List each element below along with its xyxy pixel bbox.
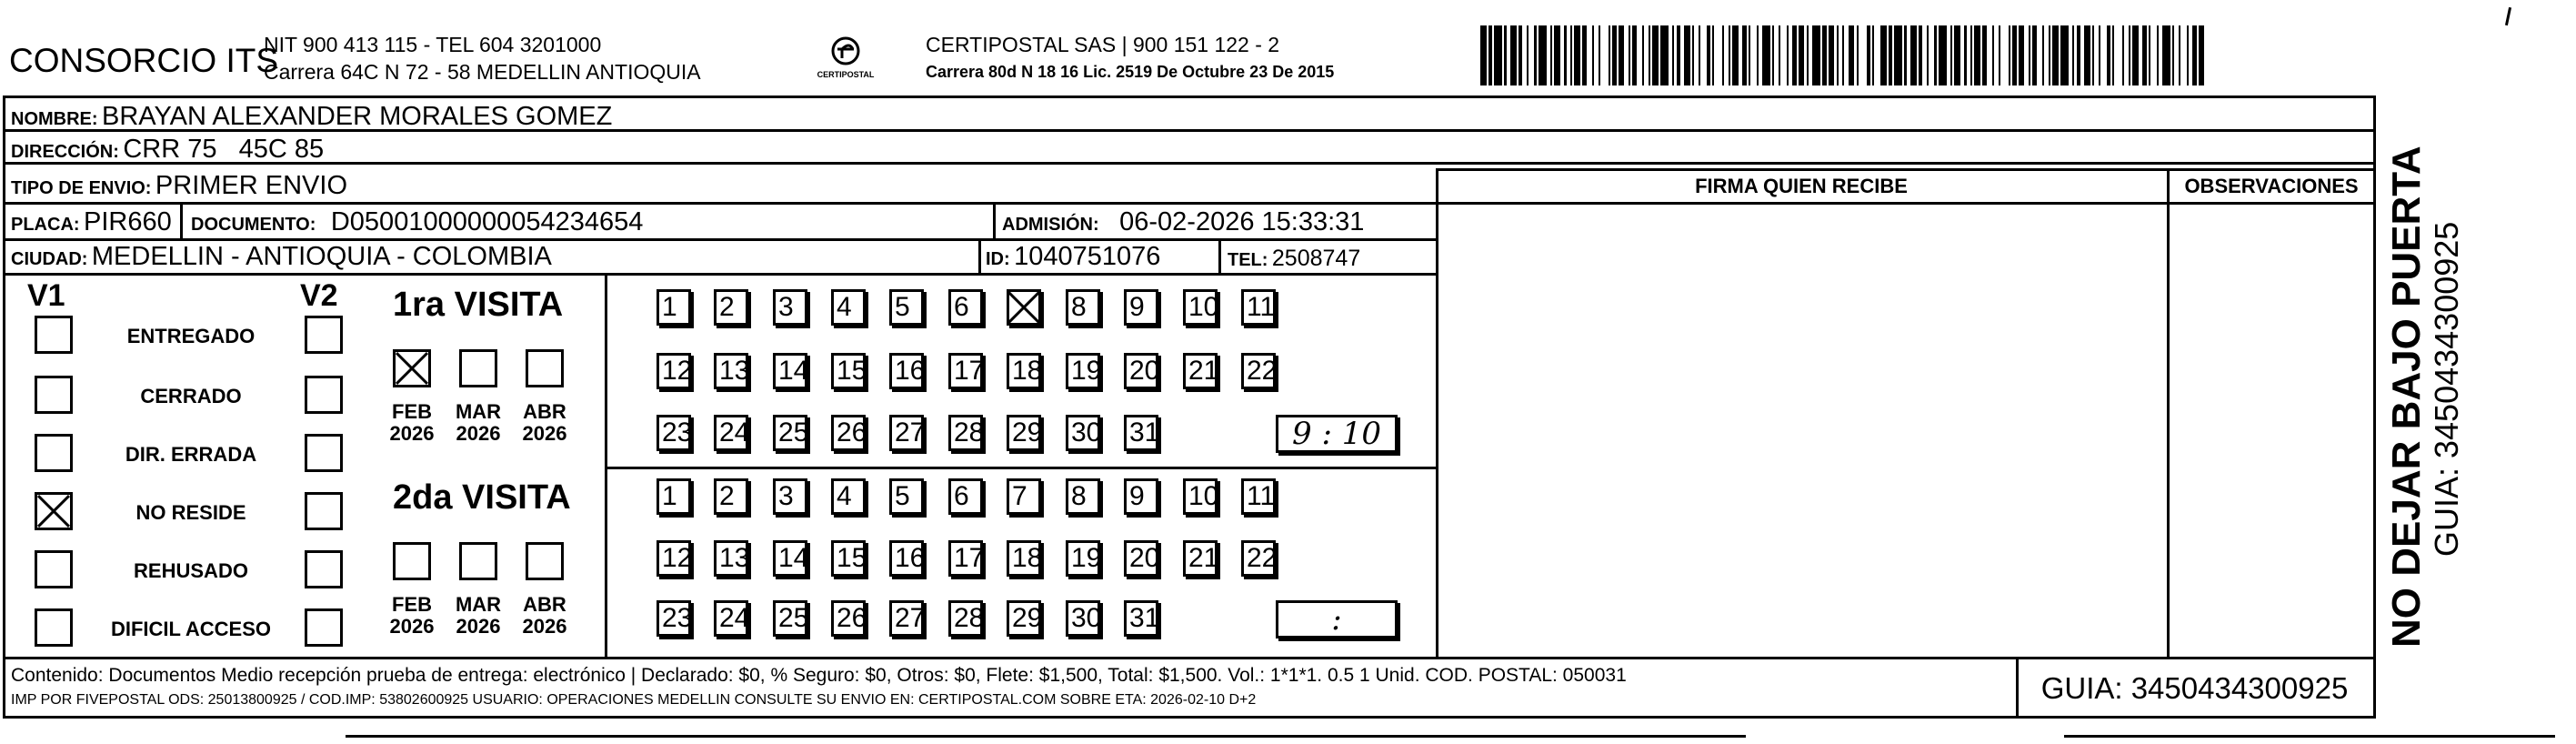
- day-box-29[interactable]: 29: [1007, 600, 1041, 637]
- time-box[interactable]: :: [1276, 600, 1398, 638]
- barcode-bar: [1677, 25, 1680, 85]
- barcode-bar: [1974, 25, 1980, 85]
- barcode-bar: [2092, 25, 2094, 85]
- barcode-bar: [1779, 25, 1780, 85]
- day-box-26[interactable]: 26: [831, 415, 866, 451]
- month-label: ABR 2026: [522, 593, 567, 638]
- day-box-16[interactable]: 16: [889, 540, 924, 577]
- barcode-bar: [2157, 25, 2159, 85]
- day-box-10[interactable]: 10: [1183, 289, 1218, 326]
- barcode-bar: [1554, 25, 1560, 85]
- barcode-bar: [1564, 25, 1566, 85]
- day-box-24[interactable]: 24: [714, 415, 748, 451]
- visit-title: 1ra VISITA: [393, 286, 564, 324]
- admision-label: ADMISIÓN:: [1002, 215, 1099, 235]
- day-box-6[interactable]: 6: [948, 289, 983, 326]
- day-box-29[interactable]: 29: [1007, 415, 1041, 451]
- ciudad-row: [11, 244, 552, 270]
- month-checkbox-mar[interactable]: [459, 542, 497, 580]
- barcode-bar: [1582, 25, 1586, 85]
- barcode-bar: [1910, 25, 1917, 85]
- barcode-bar: [1732, 25, 1739, 85]
- barcode-bar: [1652, 25, 1659, 85]
- footer-print-line: IMP POR FIVEPOSTAL ODS: 25013800925 / COD.IMP: 53802600925 USUARIO: OPERACIONES MEDELLIN CONSULTE SU ENVIO EN: CERTIPOSTAL.COM SOBRE ETA: 2026-02-10 D+2: [11, 692, 1257, 708]
- barcode-bar: [1872, 25, 1874, 85]
- barcode-bar: [1842, 25, 1844, 85]
- v1-checkbox-3[interactable]: [35, 434, 73, 472]
- month-checkbox-abr[interactable]: [526, 542, 564, 580]
- barcode-bar: [1692, 25, 1694, 85]
- nombre-label: NOMBRE:: [11, 109, 98, 129]
- day-box-31[interactable]: 31: [1124, 415, 1158, 451]
- status-label: DIR. ERRADA: [125, 443, 257, 466]
- id-label: ID:: [986, 249, 1010, 269]
- barcode-bar: [2029, 25, 2030, 85]
- barcode-bar: [1889, 25, 1892, 85]
- tel-row: [1228, 247, 1360, 270]
- barcode-bar: [1757, 25, 1759, 85]
- tipo-row: [11, 173, 347, 199]
- day-box-15[interactable]: 15: [831, 540, 866, 577]
- day-box-2[interactable]: 2: [714, 289, 748, 326]
- day-box-30[interactable]: 30: [1066, 415, 1100, 451]
- barcode-bar: [2112, 25, 2114, 85]
- barcode-bar: [1649, 25, 1650, 85]
- day-box-31[interactable]: 31: [1124, 600, 1158, 637]
- day-box-11[interactable]: 11: [1241, 289, 1276, 326]
- v2-checkbox-5[interactable]: [305, 550, 343, 588]
- month-checkbox-feb[interactable]: [393, 349, 431, 387]
- barcode-bar: [1919, 25, 1922, 85]
- day-box-28[interactable]: 28: [948, 600, 983, 637]
- status-label: ENTREGADO: [126, 325, 256, 347]
- direccion-label: DIRECCIÓN:: [11, 142, 119, 162]
- v2-checkbox-2[interactable]: [305, 376, 343, 414]
- barcode-bar: [2072, 25, 2074, 85]
- day-box-16[interactable]: 16: [889, 353, 924, 389]
- day-box-15[interactable]: 15: [831, 353, 866, 389]
- day-box-12[interactable]: 12: [657, 540, 691, 577]
- corner-mark: [2505, 7, 2511, 25]
- day-box-18[interactable]: 18: [1007, 353, 1041, 389]
- day-box-17[interactable]: 17: [948, 540, 983, 577]
- tel-value: 2508747: [1271, 246, 1361, 271]
- day-box-18[interactable]: 18: [1007, 540, 1041, 577]
- courier-name: CERTIPOSTAL SAS | 900 151 122 - 2: [926, 33, 1280, 56]
- barcode-bar: [1712, 25, 1714, 85]
- barcode-bar: [1880, 25, 1887, 85]
- barcode-bar: [1927, 25, 1929, 85]
- ciudad-label: CIUDAD:: [11, 249, 88, 269]
- admision-value: 06-02-2026 15:33:31: [1119, 207, 1365, 236]
- barcode-bar: [1619, 25, 1625, 85]
- day-box-12[interactable]: 12: [657, 353, 691, 389]
- month-label: MAR 2026: [455, 400, 502, 445]
- observaciones-header: OBSERVACIONES: [2184, 175, 2359, 197]
- barcode-bar: [1822, 25, 1826, 85]
- barcode-bar: [1699, 25, 1700, 85]
- courier-address: Carrera 80d N 18 16 Lic. 2519 De Octubre 23 De 2015: [926, 63, 1335, 81]
- day-box-19[interactable]: 19: [1066, 540, 1100, 577]
- day-box-25[interactable]: 25: [773, 415, 807, 451]
- day-box-5[interactable]: 5: [889, 289, 924, 326]
- barcode-bar: [1970, 25, 1972, 85]
- day-box-23[interactable]: 23: [657, 415, 691, 451]
- documento-label: DOCUMENTO:: [191, 215, 316, 235]
- month-label: FEB 2026: [389, 400, 435, 445]
- certipostal-logo-icon: [809, 35, 882, 82]
- day-box-23[interactable]: 23: [657, 600, 691, 637]
- bottom-rule: [346, 735, 1746, 738]
- barcode-bar: [1729, 25, 1730, 85]
- bottom-rule-right: [2064, 735, 2555, 738]
- barcode-bar: [2049, 25, 2050, 85]
- nombre-row: [11, 104, 612, 130]
- barcode-bar: [2060, 25, 2069, 85]
- visit-title: 2da VISITA: [393, 478, 571, 517]
- tipo-label: TIPO DE ENVIO:: [11, 178, 152, 198]
- barcode-bar: [2132, 25, 2139, 85]
- barcode-bar: [1527, 25, 1529, 85]
- barcode-bar: [2192, 25, 2196, 85]
- id-value: 1040751076: [1014, 242, 1161, 271]
- barcode-bar: [2012, 25, 2016, 85]
- id-row: [986, 244, 1160, 270]
- barcode-bar: [1849, 25, 1855, 85]
- day-box-19[interactable]: 19: [1066, 353, 1100, 389]
- barcode-bar: [1792, 25, 1796, 85]
- barcode-bar: [1772, 25, 1774, 85]
- day-box-26[interactable]: 26: [831, 600, 866, 637]
- barcode-bar: [1904, 25, 1906, 85]
- v2-checkbox-3[interactable]: [305, 434, 343, 472]
- nombre-value: BRAYAN ALEXANDER MORALES GOMEZ: [102, 102, 613, 131]
- barcode-bar: [1574, 25, 1580, 85]
- status-label: DIFICIL ACCESO: [110, 618, 271, 640]
- barcode-bar: [1550, 25, 1552, 85]
- barcode-bar: [1609, 25, 1610, 85]
- barcode-bar: [1829, 25, 1835, 85]
- barcode-bar: [1999, 25, 2000, 85]
- barcode-bar: [1799, 25, 1805, 85]
- v1-checkbox-2[interactable]: [35, 376, 73, 414]
- day-box-4[interactable]: 4: [831, 478, 866, 515]
- footer-guia: GUIA: 3450434300925: [2040, 671, 2349, 705]
- month-label: ABR 2026: [522, 400, 567, 445]
- barcode-bar: [1642, 25, 1644, 85]
- barcode-bar: [1867, 25, 1870, 85]
- day-box-3[interactable]: 3: [773, 478, 807, 515]
- day-box-14[interactable]: 14: [773, 540, 807, 577]
- month-checkbox-mar[interactable]: [459, 349, 497, 387]
- day-box-21[interactable]: 21: [1183, 540, 1218, 577]
- barcode-bar: [1982, 25, 1986, 85]
- v2-checkbox-4[interactable]: [305, 492, 343, 530]
- barcode-bar: [1632, 25, 1636, 85]
- direccion-value: CRR 75 45C 85: [123, 135, 325, 164]
- placa-value: PIR660: [84, 207, 172, 236]
- company-name: CONSORCIO ITS: [9, 42, 279, 79]
- day-box-3[interactable]: 3: [773, 289, 807, 326]
- barcode-bar: [1629, 25, 1630, 85]
- admision-row: [1002, 209, 1364, 236]
- logo-text: CERTIPOSTAL: [817, 70, 875, 79]
- barcode-bar: [1787, 25, 1789, 85]
- placa-label: PLACA:: [11, 215, 80, 235]
- status-label: NO RESIDE: [135, 501, 246, 524]
- barcode-bar: [1857, 25, 1859, 85]
- day-box-11[interactable]: 11: [1241, 478, 1276, 515]
- status-label: REHUSADO: [134, 559, 248, 582]
- documento-row: [191, 209, 643, 236]
- barcode-bar: [1954, 25, 1960, 85]
- day-box-28[interactable]: 28: [948, 415, 983, 451]
- month-label: FEB 2026: [389, 593, 435, 638]
- barcode-bar: [2142, 25, 2146, 85]
- day-box-4[interactable]: 4: [831, 289, 866, 326]
- barcode-bar: [2019, 25, 2025, 85]
- barcode-bar: [1570, 25, 1572, 85]
- documento-value: D05001000000054234654: [330, 207, 644, 236]
- barcode-bar: [1494, 25, 1502, 85]
- direccion-row: [11, 136, 324, 163]
- v1-checkbox-1[interactable]: [35, 316, 73, 354]
- day-box-20[interactable]: 20: [1124, 353, 1158, 389]
- barcode-bar: [2099, 25, 2100, 85]
- barcode-bar: [1807, 25, 1809, 85]
- day-box-2[interactable]: 2: [714, 478, 748, 515]
- barcode-bar: [1612, 25, 1616, 85]
- day-box-8[interactable]: 8: [1066, 289, 1100, 326]
- barcode-bar: [1934, 25, 1936, 85]
- day-box-25[interactable]: 25: [773, 600, 807, 637]
- tipo-value: PRIMER ENVIO: [155, 171, 348, 200]
- barcode-bar: [2179, 25, 2180, 85]
- v1-checkbox-4[interactable]: [35, 492, 73, 530]
- status-label: CERRADO: [140, 385, 242, 407]
- barcode-bar: [1599, 25, 1600, 85]
- barcode-bar: [1939, 25, 1947, 85]
- barcode-bar: [1964, 25, 1966, 85]
- tel-label: TEL:: [1228, 250, 1268, 270]
- footer-content-line: Contenido: Documentos Medio recepción prueba de entrega: electrónico | Declarado: $0, % Seguro: $0, Otros: $0, Flete: $1,500, Total: $1,500. Vol.: 1*1*1. 0.5 1 Unid. COD. POSTAL: 050031: [11, 665, 1627, 686]
- day-box-1[interactable]: 1: [657, 289, 691, 326]
- barcode-bar: [1510, 25, 1517, 85]
- barcode-bar: [1519, 25, 1522, 85]
- day-box-7[interactable]: 7: [1007, 478, 1041, 515]
- barcode-bar: [1539, 25, 1547, 85]
- v2-checkbox-6[interactable]: [305, 608, 343, 647]
- side-warning: NO DEJAR BAJO PUERTA: [2384, 146, 2429, 648]
- barcode-bar: [1837, 25, 1839, 85]
- barcode-bar: [1660, 25, 1669, 85]
- placa-row: [11, 209, 172, 236]
- day-box-27[interactable]: 27: [889, 600, 924, 637]
- month-label: MAR 2026: [455, 593, 502, 638]
- day-box-8[interactable]: 8: [1066, 478, 1100, 515]
- month-checkbox-abr[interactable]: [526, 349, 564, 387]
- barcode-bar: [2149, 25, 2150, 85]
- barcode-bar: [1684, 25, 1690, 85]
- v2-label: V2: [300, 278, 338, 313]
- barcode-bar: [2084, 25, 2090, 85]
- v2-checkbox-1[interactable]: [305, 316, 343, 354]
- firma-header: FIRMA QUIEN RECIBE: [1695, 175, 1908, 197]
- barcode: [1480, 25, 2199, 85]
- barcode-bar: [1504, 25, 1506, 85]
- barcode-bar: [2009, 25, 2010, 85]
- day-box-13[interactable]: 13: [714, 353, 748, 389]
- barcode-bar: [1707, 25, 1710, 85]
- day-box-27[interactable]: 27: [889, 415, 924, 451]
- day-box-9[interactable]: 9: [1124, 289, 1158, 326]
- day-box-14[interactable]: 14: [773, 353, 807, 389]
- day-box-17[interactable]: 17: [948, 353, 983, 389]
- time-box[interactable]: 9 : 10: [1276, 415, 1398, 453]
- barcode-bar: [2077, 25, 2080, 85]
- barcode-bar: [1950, 25, 1952, 85]
- month-checkbox-feb[interactable]: [393, 542, 431, 580]
- barcode-bar: [2052, 25, 2059, 85]
- barcode-bar: [2122, 25, 2124, 85]
- day-box-24[interactable]: 24: [714, 600, 748, 637]
- day-box-9[interactable]: 9: [1124, 478, 1158, 515]
- day-box-10[interactable]: 10: [1183, 478, 1218, 515]
- day-box-13[interactable]: 13: [714, 540, 748, 577]
- side-guia: GUIA: 3450434300925: [2428, 221, 2465, 557]
- day-box-20[interactable]: 20: [1124, 540, 1158, 577]
- barcode-bar: [2187, 25, 2189, 85]
- barcode-bar: [2107, 25, 2110, 85]
- barcode-bar: [2162, 25, 2170, 85]
- day-box-21[interactable]: 21: [1183, 353, 1218, 389]
- day-box-22[interactable]: 22: [1241, 353, 1276, 389]
- barcode-bar: [1992, 25, 1994, 85]
- barcode-bar: [1749, 25, 1750, 85]
- barcode-bar: [1480, 25, 1487, 85]
- barcode-bar: [1812, 25, 1820, 85]
- barcode-bar: [1534, 25, 1536, 85]
- barcode-bar: [1762, 25, 1770, 85]
- firma-area[interactable]: [1439, 206, 2164, 655]
- day-box-1[interactable]: 1: [657, 478, 691, 515]
- observaciones-area[interactable]: [2170, 206, 2371, 655]
- day-box-30[interactable]: 30: [1066, 600, 1100, 637]
- barcode-bar: [1722, 25, 1724, 85]
- day-box-6[interactable]: 6: [948, 478, 983, 515]
- ciudad-value: MEDELLIN - ANTIOQUIA - COLOMBIA: [91, 242, 552, 271]
- barcode-bar: [1894, 25, 1902, 85]
- barcode-bar: [2172, 25, 2174, 85]
- day-box-7[interactable]: [1007, 289, 1041, 326]
- barcode-bar: [1592, 25, 1594, 85]
- barcode-bar: [1742, 25, 1746, 85]
- barcode-bar: [1488, 25, 1492, 85]
- v1-checkbox-6[interactable]: [35, 608, 73, 647]
- barcode-bar: [1672, 25, 1674, 85]
- day-box-22[interactable]: 22: [1241, 540, 1276, 577]
- barcode-bar: [2129, 25, 2130, 85]
- company-address: Carrera 64C N 72 - 58 MEDELLIN ANTIOQUIA: [264, 60, 701, 84]
- v1-label: V1: [27, 278, 65, 313]
- barcode-bar: [2199, 25, 2205, 85]
- v1-checkbox-5[interactable]: [35, 550, 73, 588]
- barcode-bar: [2042, 25, 2044, 85]
- company-nit-phone: NIT 900 413 115 - TEL 604 3201000: [264, 33, 602, 56]
- day-box-5[interactable]: 5: [889, 478, 924, 515]
- barcode-bar: [2032, 25, 2036, 85]
